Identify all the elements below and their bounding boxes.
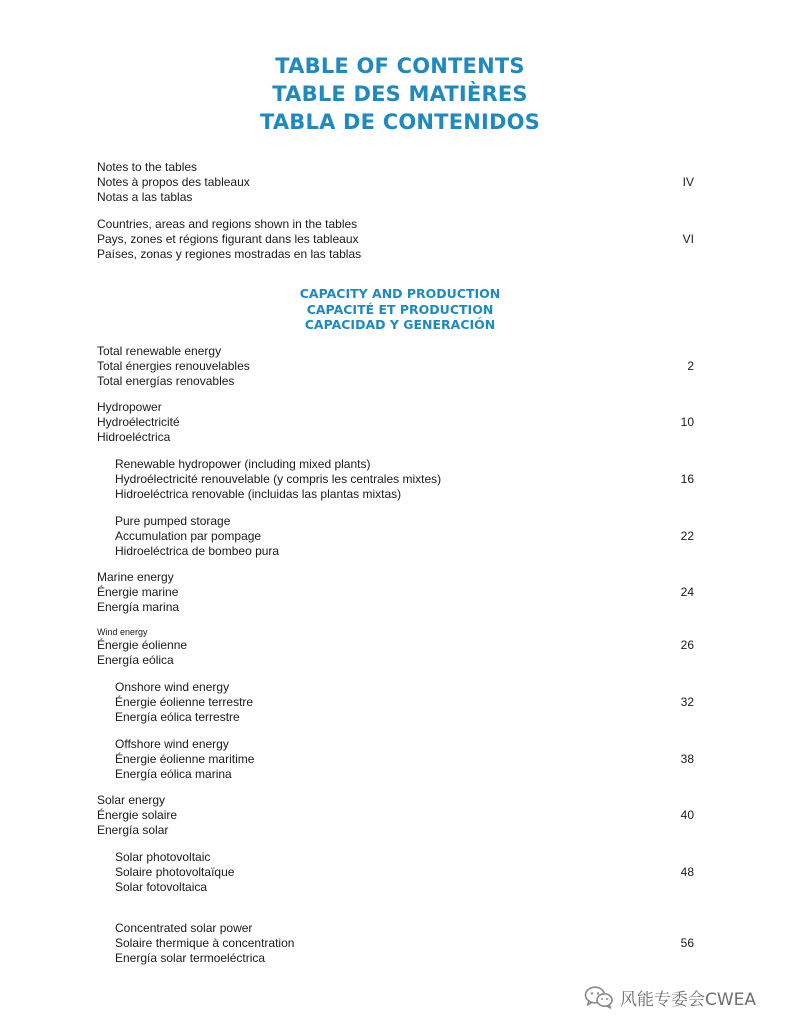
entry-line-es: Energía eólica terrestre <box>115 710 240 724</box>
entry-page-number: 48 <box>680 865 694 879</box>
entry-line-es: Total energías renovables <box>97 374 235 388</box>
entry-line-es: Energía eólica <box>97 653 174 667</box>
entry-line-fr: Hydroélectricité renouvelable (y compris les centrales mixtes) <box>115 472 442 486</box>
entry-line-es: Energía solar <box>97 823 169 837</box>
entry-page-number: IV <box>682 175 694 189</box>
entry-line-es: Energía eólica marina <box>115 767 232 781</box>
entry-line-es: Hidroeléctrica de bombeo pura <box>115 544 280 558</box>
section-heading-fr: CAPACITÉ ET PRODUCTION <box>306 301 494 317</box>
entry-line-fr: Pays, zones et régions figurant dans les tableaux <box>97 232 359 246</box>
section-heading-es: CAPACIDAD Y GENERACIÓN <box>304 317 496 332</box>
entry-line-es: Energía solar termoeléctrica <box>115 951 266 965</box>
entry-page-number: 40 <box>680 808 694 822</box>
toc-entry-total-renewable[interactable] <box>97 344 697 389</box>
toc-title-en: TABLE OF CONTENTS <box>275 54 525 78</box>
entry-line-es: Países, zonas y regiones mostradas en las tablas <box>97 247 362 261</box>
entry-line-fr: Hydroélectricité <box>97 415 180 429</box>
entry-line-fr: Énergie solaire <box>97 808 178 822</box>
watermark-text: 风能专委会CWEA <box>620 989 757 1010</box>
entry-line-en: Solar photovoltaic <box>115 850 211 864</box>
entry-line-fr: Énergie éolienne <box>97 638 188 652</box>
entry-page-number: 2 <box>687 359 694 373</box>
toc-entry-renewable-hydropower[interactable] <box>115 457 697 502</box>
toc-entry-countries[interactable] <box>97 217 697 262</box>
entry-line-en: Countries, areas and regions shown in the tables <box>97 217 358 231</box>
entry-line-fr: Accumulation par pompage <box>115 529 262 543</box>
toc-entry-offshore-wind[interactable] <box>115 737 697 782</box>
entry-page-number: VI <box>682 232 694 246</box>
entry-line-en: Hydropower <box>97 400 162 414</box>
entry-line-es: Solar fotovoltaica <box>115 880 208 894</box>
toc-entry-pumped-storage[interactable] <box>115 514 697 559</box>
toc-entry-solar-pv[interactable] <box>115 850 697 895</box>
entry-page-number: 38 <box>680 752 694 766</box>
wechat-icon <box>584 985 614 1009</box>
entry-page-number: 24 <box>680 585 694 599</box>
entry-page-number: 26 <box>680 638 694 652</box>
entry-line-fr: Total énergies renouvelables <box>97 359 250 373</box>
entry-line-es: Hidroeléctrica renovable (incluidas las plantas mixtas) <box>115 487 402 501</box>
toc-entry-marine[interactable] <box>97 570 697 615</box>
entry-line-es: Hidroeléctrica <box>97 430 171 444</box>
toc-entry-csp[interactable] <box>115 921 697 966</box>
entry-line-en: Total renewable energy <box>97 344 222 358</box>
entry-line-fr: Énergie éolienne terrestre <box>115 695 254 709</box>
entry-page-number: 16 <box>680 472 694 486</box>
entry-line-en: Concentrated solar power <box>115 921 253 935</box>
entry-line-en: Notes to the tables <box>97 160 198 174</box>
watermark <box>584 983 756 1011</box>
entry-line-en: Onshore wind energy <box>115 680 230 694</box>
toc-entry-hydropower[interactable] <box>97 400 697 445</box>
entry-line-en: Marine energy <box>97 570 174 584</box>
entry-page-number: 32 <box>680 695 694 709</box>
toc-entry-solar[interactable] <box>97 793 697 838</box>
entry-line-es: Energía marina <box>97 600 180 614</box>
entry-line-en: Renewable hydropower (including mixed plants) <box>115 457 371 471</box>
entry-line-fr: Solaire thermique à concentration <box>115 936 295 950</box>
toc-title-es: TABLA DE CONTENIDOS <box>259 110 541 134</box>
entry-line-es: Notas a las tablas <box>97 190 193 204</box>
toc-entry-onshore-wind[interactable] <box>115 680 697 725</box>
toc-entry-wind[interactable] <box>97 627 697 668</box>
toc-title-fr: TABLE DES MATIÈRES <box>272 82 528 106</box>
entry-line-fr: Notes à propos des tableaux <box>97 175 250 189</box>
entry-line-fr: Énergie marine <box>97 585 179 599</box>
entry-page-number: 56 <box>680 936 694 950</box>
entry-line-fr: Énergie éolienne maritime <box>115 752 255 766</box>
section-heading-capacity <box>0 286 800 333</box>
section-heading-en: CAPACITY AND PRODUCTION <box>299 286 501 301</box>
toc-entry-notes[interactable] <box>97 160 697 205</box>
toc-title <box>0 52 800 136</box>
entry-line-en: Pure pumped storage <box>115 514 231 528</box>
entry-line-en: Solar energy <box>97 793 166 807</box>
entry-line-fr: Solaire photovoltaïque <box>115 865 235 879</box>
entry-page-number: 22 <box>680 529 694 543</box>
entry-line-en: Wind energy <box>97 627 148 637</box>
entry-line-en: Offshore wind energy <box>115 737 229 751</box>
entry-page-number: 10 <box>680 415 694 429</box>
